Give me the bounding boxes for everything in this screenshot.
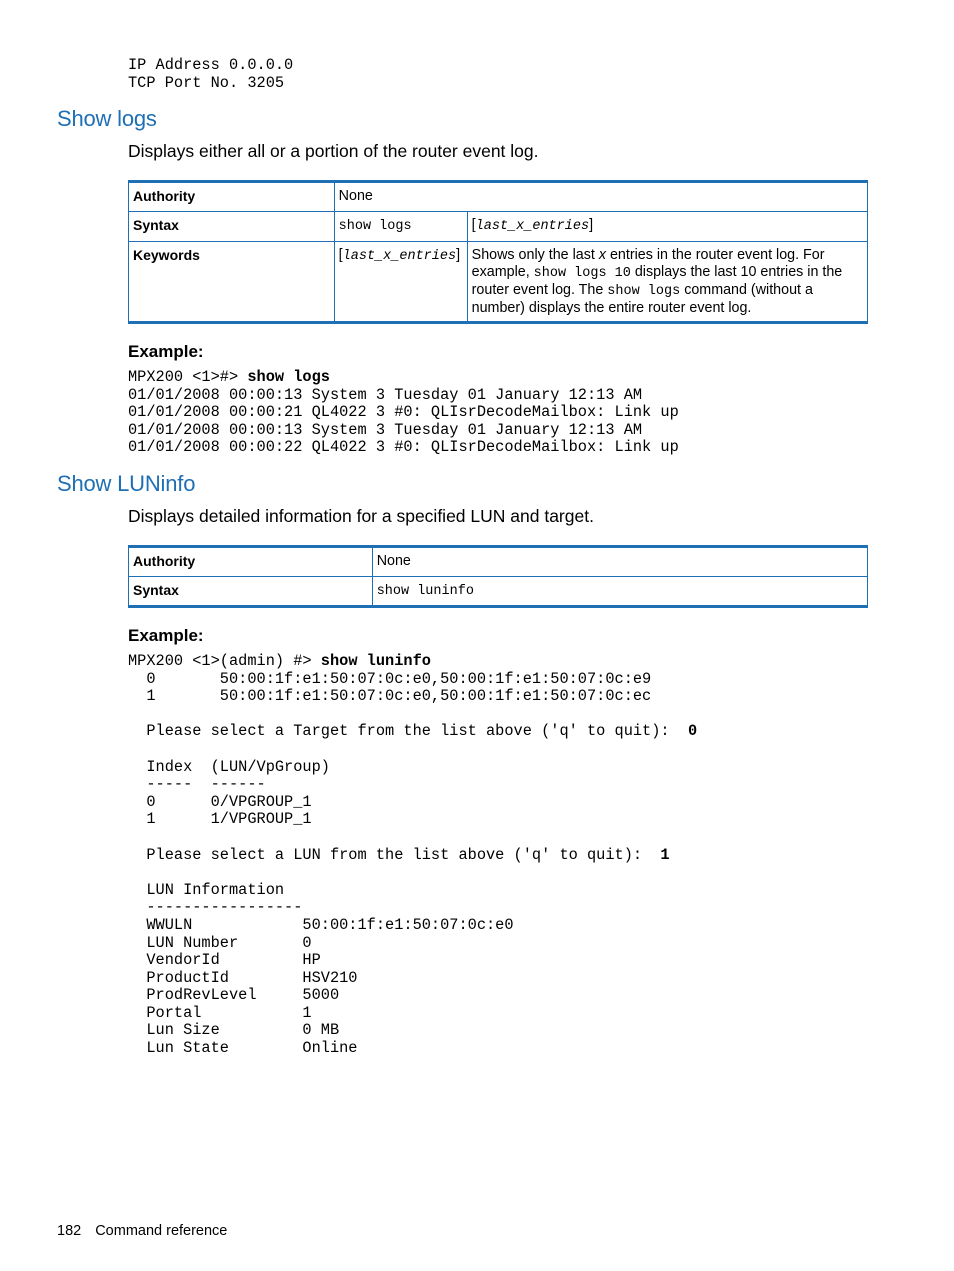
footer-section-title: Command reference: [95, 1223, 228, 1239]
code-line: TCP Port No. 3205: [128, 73, 285, 92]
code-line: 0 50:00:1f:e1:50:07:0c:e0,50:00:1f:e1:50:07:0c:e9: [128, 669, 652, 688]
code-line: ProdRevLevel 5000: [128, 986, 340, 1005]
example-label: Example:: [128, 342, 204, 361]
section-description: Displays detailed information for a specified LUN and target.: [128, 506, 594, 526]
code-line: 1 50:00:1f:e1:50:07:0c:e0,50:00:1f:e1:50:07:0c:ec: [128, 687, 652, 706]
code-line: 0 0/VPGROUP_1: [128, 792, 312, 811]
table-row: [129, 577, 868, 607]
code-line: Portal 1: [128, 1003, 312, 1022]
code-line: 01/01/2008 00:00:21 QL4022 3 #0: QLIsrDecodeMailbox: Link up: [128, 403, 679, 422]
syntax-label: Syntax: [129, 577, 373, 607]
authority-value: None: [334, 182, 867, 212]
code-line: LUN Number 0: [128, 933, 312, 952]
code-line: Lun Size 0 MB: [128, 1021, 340, 1040]
syntax-parameter: [last_x_entries]: [467, 212, 867, 242]
section-heading-show-luninfo: Show LUNinfo: [57, 471, 196, 496]
keyword-description: Shows only the last x entries in the router event log. For example, show logs 10 displays the last 10 entries in the router event log. The show logs command (without a number) displays the entire router event log.: [467, 242, 867, 323]
show-logs-spec-table: [128, 180, 868, 324]
page-number: 182: [57, 1223, 82, 1239]
authority-label: Authority: [129, 547, 373, 577]
top-code-block: [128, 57, 293, 92]
example-label: Example:: [128, 626, 204, 645]
table-row: [129, 242, 868, 323]
code-line: Lun State Online: [128, 1039, 358, 1058]
authority-value: None: [372, 547, 867, 577]
code-line: WWULN 50:00:1f:e1:50:07:0c:e0: [128, 915, 514, 934]
table-row: [129, 182, 868, 212]
section-description: Displays either all or a portion of the router event log.: [128, 141, 539, 161]
code-line: ----- ------: [128, 775, 266, 794]
code-line: 01/01/2008 00:00:13 System 3 Tuesday 01 January 12:13 AM: [128, 385, 643, 404]
section-heading-show-logs: Show logs: [57, 106, 157, 131]
code-line: Please select a Target from the list above ('q' to quit):: [128, 722, 688, 741]
code-line: 1 1/VPGROUP_1: [128, 810, 312, 829]
code-line: IP Address 0.0.0.0: [128, 56, 294, 74]
code-line: ProductId HSV210: [128, 968, 358, 987]
show-luninfo-spec-table: [128, 545, 868, 608]
syntax-label: Syntax: [129, 212, 335, 242]
keyword-name: [last_x_entries]: [334, 242, 467, 323]
authority-label: Authority: [129, 182, 335, 212]
code-line: 01/01/2008 00:00:13 System 3 Tuesday 01 January 12:13 AM: [128, 420, 643, 439]
show-luninfo-example-code: MPX200 <1>(admin) #> show luninfo 0 50:00:1f:e1:50:07:0c:e0,50:00:1f:e1:50:07:0c:e9 1 50:00:1f:e1:50:07:0c:e0,50:00:1f:e1:50:07:0c:ec Please select a Target from the list above ('q' to quit): 0 Index (LUN/VpGroup) ----- ------ 0 0/VPGROUP_1 1 1/VPGROUP_1 Please select a LUN from the list above ('q' to quit): 1 LUN Information ----------------- WWULN 50:00:1f:e1:50:07:0c:e0 LUN Number 0 VendorId HP ProductId HSV210 ProdRevLevel 5000 Portal 1 Lun Size 0 MB Lun State Online: [128, 652, 698, 1058]
table-row: [129, 547, 868, 577]
code-line: 01/01/2008 00:00:22 QL4022 3 #0: QLIsrDecodeMailbox: Link up: [128, 438, 679, 457]
code-line: Please select a LUN from the list above ('q' to quit):: [128, 845, 661, 864]
keywords-label: Keywords: [129, 242, 335, 323]
table-row: [129, 212, 868, 242]
syntax-command: show logs: [334, 212, 467, 242]
code-line: VendorId HP: [128, 951, 321, 970]
syntax-command: show luninfo: [372, 577, 867, 607]
show-logs-example-code: MPX200 <1>#> show logs 01/01/2008 00:00:13 System 3 Tuesday 01 January 12:13 AM 01/01/2008 00:00:21 QL4022 3 #0: QLIsrDecodeMailbox: Link up 01/01/2008 00:00:13 System 3 Tuesday 01 January 12:13 AM 01/01/2008 00:00:22 QL4022 3 #0: QLIsrDecodeMailbox: Link up: [128, 368, 679, 457]
code-line: LUN Information: [128, 880, 285, 899]
code-line: Index (LUN/VpGroup): [128, 757, 330, 776]
code-line: -----------------: [128, 898, 303, 917]
page-footer: [57, 1223, 227, 1239]
